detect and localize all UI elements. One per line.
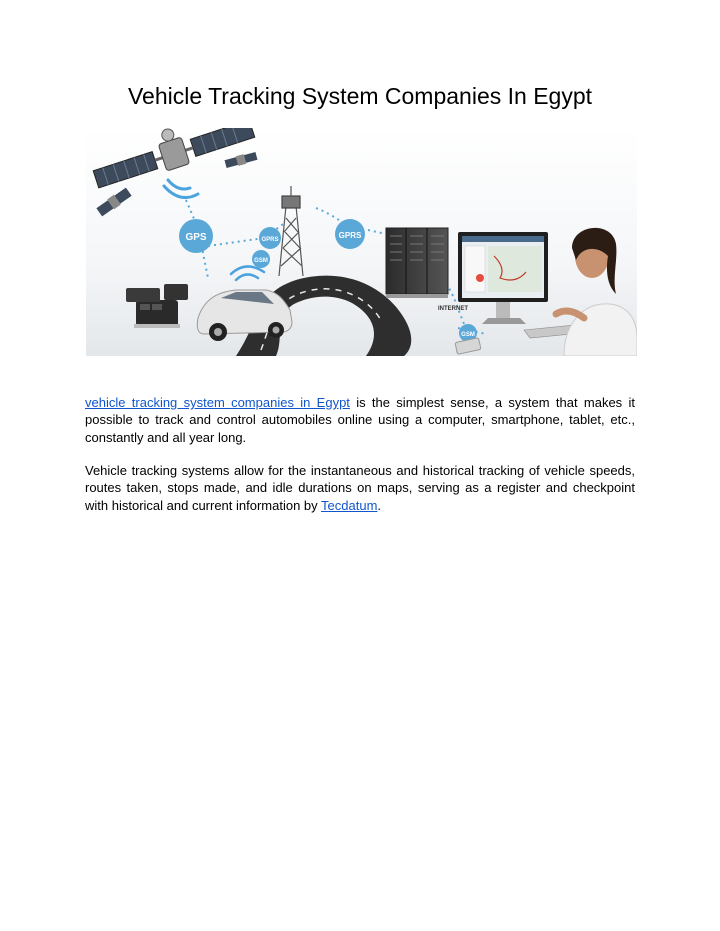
server-rack-icon — [386, 228, 448, 298]
svg-text:GPS: GPS — [185, 232, 207, 243]
paragraph-intro-text: is the simplest sense, a system that makes it possible to track and control automobiles online using a computer, smartphone, tablet, etc., constantly and all year long. — [85, 395, 635, 445]
gprs-small-badge — [259, 227, 281, 249]
paragraph-details — [85, 462, 635, 514]
link-vehicle-tracking-companies[interactable]: vehicle tracking system companies in Egypt — [85, 395, 350, 410]
vehicle-tracking-illustration — [86, 128, 637, 356]
internet-label: INTERNET — [438, 306, 468, 312]
paragraph-intro — [85, 394, 635, 446]
svg-text:GSM: GSM — [254, 258, 268, 264]
gps-badge — [179, 219, 213, 253]
car-icon — [197, 290, 292, 341]
paragraph-details-end: . — [377, 497, 382, 513]
gprs-large-badge — [335, 219, 365, 249]
svg-text:GSM: GSM — [461, 332, 475, 338]
page-title: Vehicle Tracking System Companies In Egypt — [127, 83, 593, 109]
paragraph-details-text: Vehicle tracking systems allow for the instantaneous and historical tracking of vehicle speeds, routes taken, stops made, and idle durations on maps, serving as a register and checkpoint with historical and current information by — [85, 463, 635, 513]
gsm-small-badge — [252, 250, 270, 268]
svg-text:GPRS: GPRS — [338, 231, 362, 240]
svg-text:GPRS: GPRS — [261, 237, 279, 243]
link-tecdatum[interactable]: Tecdatum — [321, 497, 378, 513]
